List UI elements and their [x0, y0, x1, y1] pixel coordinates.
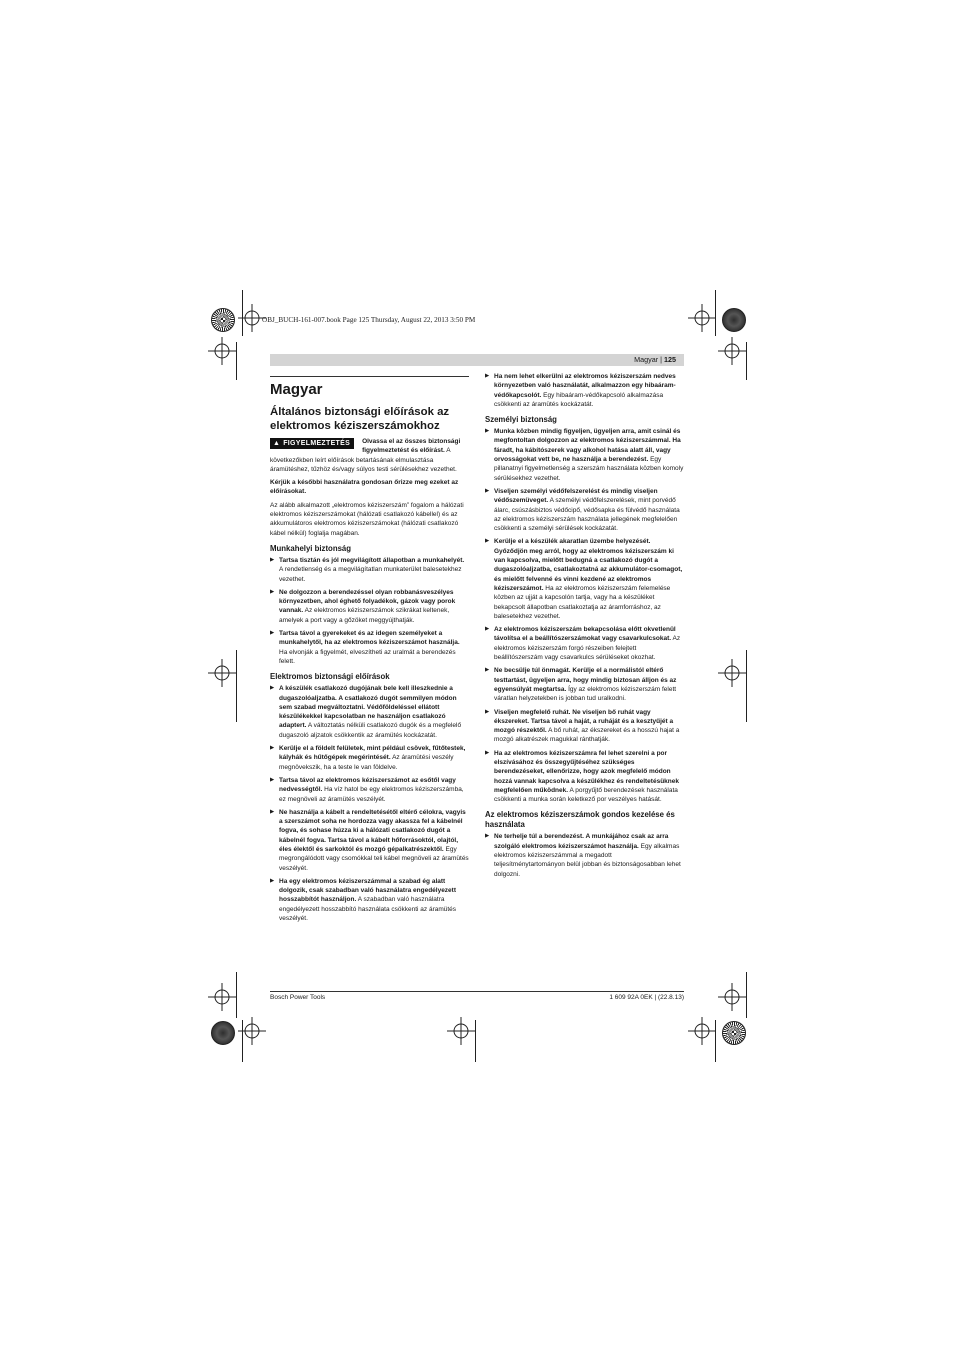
- crop-mark: [746, 972, 747, 1018]
- warning-bold-text: Olvassa el az összes biztonsági figyelmeztetést és előírást.: [362, 438, 461, 455]
- crop-mark: [746, 650, 747, 722]
- language-title: Magyar: [270, 381, 323, 398]
- right-column: [485, 372, 684, 883]
- list-item: ▶ Ne terhelje túl a berendezést. A munkájához csak az arra szolgáló elektromos kéziszerszámot használja. Egy alkalmas elektromos kéziszerszámmal a megadott teljesítménytartományon belül jobban és biztonságosabban lehet dolgozni.: [485, 832, 684, 878]
- list-item: ▶ Ne becsülje túl önmagát. Kerülje el a normálistól eltérő testtartást, ügyeljen arra, hogy mindig biztosan álljon és az egyensúlyát megtartsa. Így az elektromos kéziszerszám felett váratlan helyzetekben is jobban tud uralkodni.: [485, 666, 684, 703]
- list-item: ▶ Ha egy elektromos kéziszerszámmal a szabad ég alatt dolgozik, csak szabadban való használatra engedélyezett hosszabbítót használjon. A szabadban való használatra engedélyezett hosszabbító használata csökkenti az áramütés veszélyét.: [270, 877, 469, 923]
- column-rule: [270, 376, 469, 377]
- header-separator: |: [660, 355, 662, 364]
- subsection-title: Elektromos biztonsági előírások: [270, 672, 390, 682]
- footer-doc-number: 1 609 92A 0EK | (22.8.13): [609, 994, 684, 1001]
- list-item: ▶ Tartsa távol a gyerekeket és az idegen személyeket a munkahelytől, ha az elektromos kéziszerszámot használja. Ha elvonják a figyelmét, elveszítheti az uralmát a berendezés felett.: [270, 629, 469, 666]
- list-item: ▶ Ha nem lehet elkerülni az elektromos kéziszerszám nedves környezetben való használatát, alkalmazzon egy hibaáram-védőkapcsolót. Egy hibaáram-védőkapcsoló alkalmazása csökkenti az áramütés kockázatát.: [485, 372, 684, 409]
- list-item: ▶ Kerülje el a földelt felületek, mint például csövek, fűtőtestek, kályhák és hűtőgépek megérintését. Az áramütési veszély megnövekszik, ha a teste le van földelve.: [270, 744, 469, 772]
- subsection-title: Munkahelyi biztonság: [270, 543, 352, 553]
- header-language: Magyar: [634, 355, 659, 364]
- list-item: ▶ Munka közben mindig figyeljen, ügyeljen arra, amit csinál és megfontoltan dolgozzon az elektromos kéziszerszámmal. Ha fáradt, ha kábítószerek vagy alkohol hatása alatt áll, vagy orvosságokat vett be, ne használja a berendezést. Egy pillanatnyi figyelmetlenség a szerszám használata közben komoly sérülésekhez vezethet.: [485, 427, 684, 483]
- list-item: ▶ Ne dolgozzon a berendezéssel olyan robbanásveszélyes környezetben, ahol éghető folyadékok, gázok vagy porok vannak. Az elektromos kéziszerszámok szikrákat keltenek, amelyek a port vagy a gőzöket meggyújthatják.: [270, 588, 469, 625]
- list-item: ▶ Az elektromos kéziszerszám bekapcsolása előtt okvetlenül távolítsa el a beállítószerszámokat vagy csavarkulcsokat. Az elektromos kéziszerszám forgó részeiben felejtett beállítószerszám vagy csavarkulcs sérüléseket okozhat.: [485, 625, 684, 662]
- registration-dial-icon: [722, 1021, 746, 1045]
- registration-dial-icon: [722, 308, 746, 332]
- footer-brand: Bosch Power Tools: [270, 994, 326, 1001]
- warning-badge: [270, 438, 354, 449]
- subsection-title: Személyi biztonság: [485, 415, 557, 425]
- crop-mark: [242, 290, 243, 336]
- registration-dial-icon: [211, 308, 235, 332]
- list-item: ▶ Ne használja a kábelt a rendeltetésétől eltérő célokra, vagyis a szerszámot soha ne hordozza vagy akassza fel a kábelnél fogva, és sohase húzza ki a hálózati csatlakozó dugót a kábelnél fogva. Tartsa távol a kábelt hőforrásoktól, olajtól, éles élektől és sarkoktól és mozgó gépalkatrészektől. Egy megrongálódott vagy csomókkal teli kábel megnöveli az áramütés veszélyét.: [270, 808, 469, 873]
- warning-badge-label: FIGYELMEZTETÉS: [283, 440, 351, 447]
- keep-instructions-note: Kérjük a későbbi használatra gondosan őrizze meg ezeket az előírásokat.: [270, 479, 459, 496]
- list-item: ▶ Kerülje el a készülék akaratlan üzembe helyezését. Győződjön meg arról, hogy az elektromos kéziszerszám ki van kapcsolva, mielőtt bedugná a csatlakozó dugót a dugaszolóaljzatba, csatlakoztatná az akkumulátor-csomagot, és mielőtt felvenné és vinni kezdené az elektromos kéziszerszámot. Ha az elektromos kéziszerszám felemelése közben az ujját a kapcsolón tartja, vagy ha a készüléket bekapcsolt állapotban csatlakoztatja az áramforráshoz, az balesetekhez vezethet.: [485, 537, 684, 621]
- list-item: ▶ Viseljen megfelelő ruhát. Ne viseljen bő ruhát vagy ékszereket. Tartsa távol a haját, a ruháját és a kesztyűjét a mozgó részektől. A bő ruhát, az ékszereket és a hosszú hajat a mozgó alkatrészek magukkal ránthatják.: [485, 708, 684, 745]
- warning-block: [270, 437, 469, 474]
- print-info: OBJ_BUCH-161-007.book Page 125 Thursday, August 22, 2013 3:50 PM: [262, 316, 476, 324]
- crop-mark: [242, 1020, 243, 1062]
- warning-triangle-icon: ▲: [273, 440, 281, 447]
- list-item: ▶ Tartsa tisztán és jól megvilágított állapotban a munkahelyét. A rendetlenség és a megvilágítatlan munkaterület balesetekhez vezethet.: [270, 556, 469, 584]
- list-item: ▶ Viseljen személyi védőfelszerelést és mindig viseljen védőszemüveget. A személyi védőfelszerelések, mint porvédő álarc, csúszásbiztos védőcipő, védősapka és fülvédő használata az elektromos kéziszerszám használata jellegének megfelelően csökkenti a személyi sérülések kockázatát.: [485, 487, 684, 533]
- list-item: ▶ A készülék csatlakozó dugójának bele kell illeszkednie a dugaszolóaljzatba. A csatlakozó dugót semmilyen módon sem szabad megváltoztatni. Védőföldeléssel ellátott készülékekkel kapcsolatban ne használjon csatlakozó adaptert. A változtatás nélküli csatlakozó dugók és a megfelelő dugaszoló aljzatok csökkentik az áramütés kockázatát.: [270, 684, 469, 740]
- crop-mark: [236, 342, 237, 380]
- crop-mark: [746, 342, 747, 380]
- subsection-title: Az elektromos kéziszerszámok gondos kezelése és használata: [485, 810, 675, 830]
- registration-dial-icon: [211, 1021, 235, 1045]
- warning-text: A következőkben leírt előírások betartásának elmulasztása áramütéshez, tűzhöz és/vagy súlyos testi sérülésekhez vezethet.: [270, 447, 457, 473]
- list-item: ▶ Tartsa távol az elektromos kéziszerszámot az esőtől vagy nedvességtől. Ha víz hatol be egy elektromos kéziszerszámba, ez megnöveli az áramütés veszélyét.: [270, 776, 469, 804]
- definition-paragraph: Az alább alkalmazott „elektromos kéziszerszám” fogalom a hálózati elektromos kéziszerszámokat (hálózati csatlakozó kábellel) és az akkumulátoros elektromos kéziszerszámokat (hálózati csatlakozó kábel nélkül) foglalja magában.: [270, 501, 464, 537]
- crop-mark: [236, 972, 237, 1018]
- crop-mark: [475, 1020, 476, 1062]
- section-title: Általános biztonsági előírások az elektromos kéziszerszámokhoz: [270, 406, 450, 432]
- left-column: [270, 372, 469, 927]
- page-number: 125: [664, 355, 676, 364]
- list-item: ▶ Ha az elektromos kéziszerszámra fel lehet szerelni a por elszívásához és összegyűjtéséhez szükséges berendezéseket, ellenőrizze, hogy azok megfelelő módon hozzá vannak kapcsolva a készülékhez és rendeltetésüknek megfelelően működnek. A porgyűjtő berendezések használata csökkenti a munka során keletkező por veszélyes hatását.: [485, 749, 684, 805]
- footer-rule: [270, 991, 684, 992]
- crop-mark: [715, 1020, 716, 1062]
- crop-mark: [236, 650, 237, 722]
- crop-mark: [715, 290, 716, 336]
- page-header: [270, 354, 684, 366]
